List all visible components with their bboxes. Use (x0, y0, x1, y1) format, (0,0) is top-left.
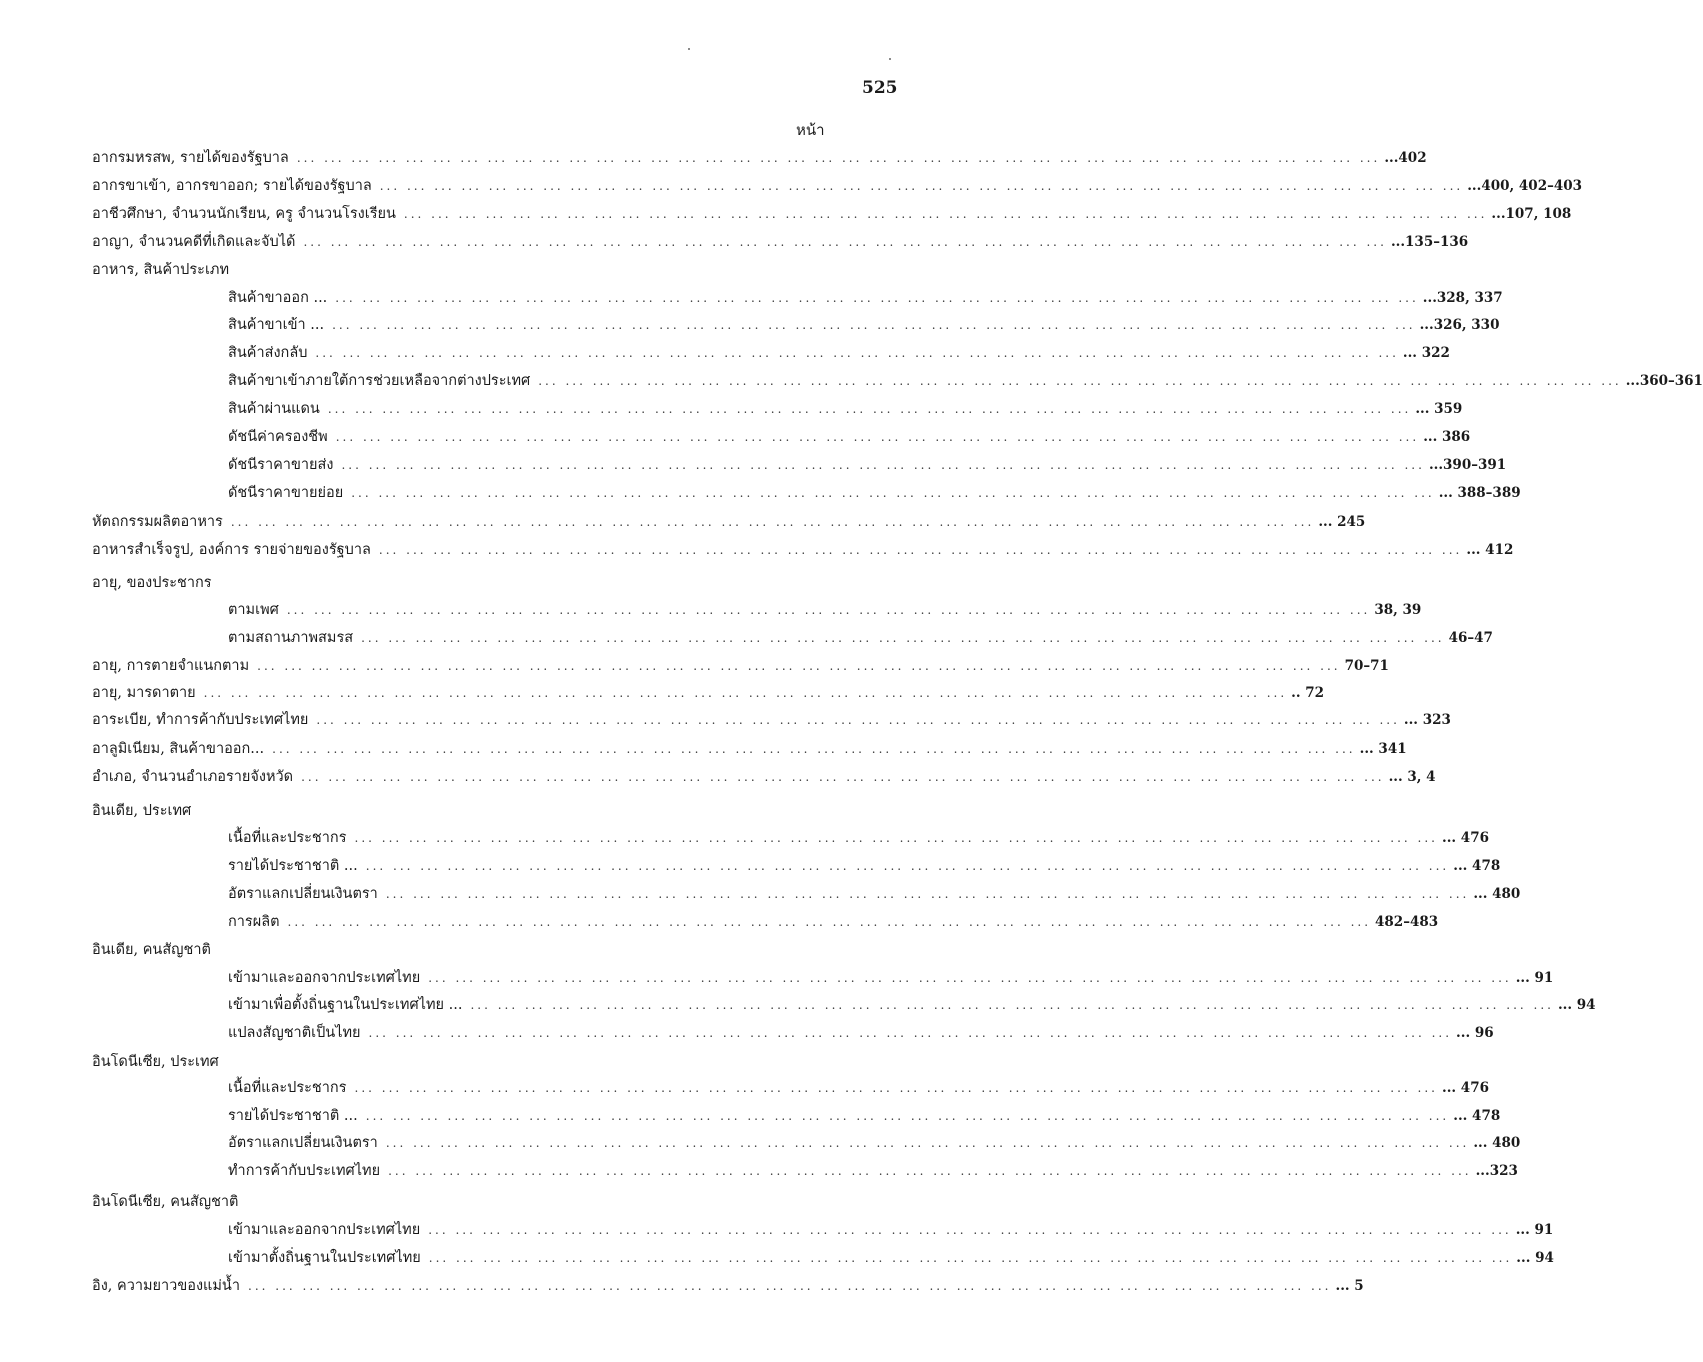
index-entry (92, 799, 826, 823)
index-entry (228, 1076, 1489, 1100)
entry-label: อัตราแลกเปลี่ยนเงินตรา (228, 1135, 378, 1151)
entry-pages: ... 323 (1403, 712, 1451, 728)
entry-label: อินเดีย, คนสัญชาติ (92, 942, 211, 958)
entry-pages: .. 72 (1291, 685, 1325, 701)
entry-label: อัตราแลกเปลี่ยนเงินตรา (228, 886, 378, 902)
entry-label: ตามเพศ (228, 602, 279, 618)
entry-label: อาระเบีย, ทำการค้ากับประเทศไทย (92, 712, 309, 728)
dot-leader: ... ... ... ... ... ... ... ... ... ... ... ... ... ... ... ... ... ... ... ... ... ... ... ... ... ... ... ... ... ... ... ... ... ... ... ... ... ... ... ... (257, 659, 1341, 673)
dot-leader: ... ... ... ... ... ... ... ... ... ... ... ... ... ... ... ... ... ... ... ... ... ... ... ... ... ... ... ... ... ... ... ... ... ... ... ... ... ... ... ... (379, 179, 1464, 193)
entry-pages: ...135–136 (1390, 234, 1469, 250)
dot-leader: ... ... ... ... ... ... ... ... ... ... ... ... ... ... ... ... ... ... ... ... ... ... ... ... ... ... ... ... ... ... ... ... ... ... ... ... ... ... ... ... (230, 515, 1315, 529)
index-entry (92, 230, 1469, 254)
entry-label: อากรขาเข้า, อากรขาออก; รายได้ของรัฐบาล (92, 178, 372, 194)
entry-label: อาชีวศึกษา, จำนวนนักเรียน, ครู จำนวนโรงเรียน (92, 206, 396, 222)
index-entry (92, 1190, 826, 1214)
entry-pages: ...360–361 (1625, 373, 1703, 389)
dot-leader: ... ... ... ... ... ... ... ... ... ... ... ... ... ... ... ... ... ... ... ... ... ... ... ... ... ... ... ... ... ... ... ... ... ... ... ... ... ... ... ... (354, 831, 1438, 845)
entry-pages: ... 412 (1466, 542, 1514, 558)
dot-leader: ... ... ... ... ... ... ... ... ... ... ... ... ... ... ... ... ... ... ... ... ... ... ... ... ... ... ... ... ... ... ... ... ... ... ... ... ... ... ... ... (354, 1081, 1438, 1095)
dot-leader: ... ... ... ... ... ... ... ... ... ... ... ... ... ... ... ... ... ... ... ... ... ... ... ... ... ... ... ... ... ... ... ... ... ... ... ... ... ... ... ... (365, 859, 1450, 873)
entry-label: สินค้าขาเข้าภายใต้การช่วยเหลือจากต่างประเทศ (228, 373, 531, 389)
index-entry (228, 1104, 1501, 1128)
index-entry (228, 910, 1439, 934)
index-entry (92, 654, 1389, 678)
entry-label: เข้ามาเพื่อตั้งถิ่นฐานในประเทศไทย ... (228, 997, 463, 1013)
entry-label: เนื้อที่และประชากร (228, 830, 347, 846)
dot-leader: ... ... ... ... ... ... ... ... ... ... ... ... ... ... ... ... ... ... ... ... ... ... ... ... ... ... ... ... ... ... ... ... ... ... ... ... ... ... ... ... (303, 235, 1387, 249)
dot-leader: ... ... ... ... ... ... ... ... ... ... ... ... ... ... ... ... ... ... ... ... ... ... ... ... ... ... ... ... ... ... ... ... ... ... ... ... ... ... ... ... (403, 207, 1488, 221)
dot-leader: ... ... ... ... ... ... ... ... ... ... ... ... ... ... ... ... ... ... ... ... ... ... ... ... ... ... ... ... ... ... ... ... ... ... ... ... ... ... ... ... (385, 1136, 1470, 1150)
index-entry (92, 737, 1407, 761)
dot-leader: ... ... ... ... ... ... ... ... ... ... ... ... ... ... ... ... ... ... ... ... ... ... ... ... ... ... ... ... ... ... ... ... ... ... ... ... ... ... ... ... (351, 486, 1435, 500)
index-entry (228, 1159, 1518, 1183)
entry-pages: 46–47 (1448, 630, 1493, 646)
index-entry (92, 202, 1572, 226)
index-entry (228, 993, 1596, 1017)
index-entry (228, 966, 1554, 990)
index-entry (92, 146, 1427, 170)
index-entry (92, 510, 1366, 534)
entry-pages: ... 359 (1415, 401, 1463, 417)
entry-label: อาหาร, สินค้าประเภท (92, 262, 230, 278)
scan-speck (889, 58, 891, 60)
index-entry (228, 286, 1503, 310)
entry-pages: ...402 (1384, 150, 1427, 166)
dot-leader: ... ... ... ... ... ... ... ... ... ... ... ... ... ... ... ... ... ... ... ... ... ... ... ... ... ... ... ... ... ... ... ... ... ... ... ... ... ... ... ... (368, 1026, 1453, 1040)
entry-pages: ... 322 (1402, 345, 1450, 361)
entry-label: การผลิต (228, 914, 280, 930)
index-entry (228, 425, 1471, 449)
entry-pages: 70–71 (1344, 658, 1389, 674)
entry-label: อาหารสำเร็จรูป, องค์การ รายจ่ายของรัฐบาล (92, 542, 371, 558)
index-entry (92, 538, 1514, 562)
index-entry (92, 571, 826, 595)
entry-pages: ... 478 (1453, 1108, 1501, 1124)
entry-pages: ... 388–389 (1438, 485, 1521, 501)
entry-label: เข้ามาและออกจากประเทศไทย (228, 1222, 421, 1238)
entry-label: สินค้าส่งกลับ (228, 345, 308, 361)
dot-leader: ... ... ... ... ... ... ... ... ... ... ... ... ... ... ... ... ... ... ... ... ... ... ... ... ... ... ... ... ... ... ... ... ... ... ... ... ... ... ... ... (286, 603, 1371, 617)
entry-label: รายได้ประชาชาติ ... (228, 858, 358, 874)
entry-pages: 482–483 (1375, 914, 1439, 930)
dot-leader: ... ... ... ... ... ... ... ... ... ... ... ... ... ... ... ... ... ... ... ... ... ... ... ... ... ... ... ... ... ... ... ... ... ... ... ... ... ... ... ... (272, 742, 1356, 756)
dot-leader: ... ... ... ... ... ... ... ... ... ... ... ... ... ... ... ... ... ... ... ... ... ... ... ... ... ... ... ... ... ... ... ... ... ... ... ... ... ... ... ... (248, 1279, 1332, 1293)
dot-leader: ... ... ... ... ... ... ... ... ... ... ... ... ... ... ... ... ... ... ... ... ... ... ... ... ... ... ... ... ... ... ... ... ... ... ... ... ... ... ... ... (335, 430, 1420, 444)
index-entry (228, 1021, 1494, 1045)
entry-label: ดัชนีราคาขายย่อย (228, 485, 344, 501)
entry-label: อาญา, จำนวนคดีที่เกิดและจับได้ (92, 234, 296, 250)
entry-label: อินเดีย, ประเทศ (92, 803, 192, 819)
entry-pages: ... 91 (1515, 1222, 1554, 1238)
entry-pages: ... 94 (1557, 997, 1596, 1013)
entry-label: หัตถกรรมผลิตอาหาร (92, 514, 223, 530)
entry-label: อากรมหรสพ, รายได้ของรัฐบาล (92, 150, 289, 166)
index-entry (92, 708, 1451, 732)
index-entry (92, 1050, 826, 1074)
entry-label: สินค้าขาออก ... (228, 290, 328, 306)
index-entry (228, 1218, 1554, 1242)
entry-label: ดัชนีค่าครองชีพ (228, 429, 328, 445)
entry-pages: ... 94 (1516, 1250, 1554, 1266)
dot-leader: ... ... ... ... ... ... ... ... ... ... ... ... ... ... ... ... ... ... ... ... ... ... ... ... ... ... ... ... ... ... ... ... ... ... ... ... ... ... ... ... (327, 402, 1412, 416)
page-number: 525 (862, 78, 898, 98)
dot-leader: ... ... ... ... ... ... ... ... ... ... ... ... ... ... ... ... ... ... ... ... ... ... ... ... ... ... ... ... ... ... ... ... ... ... ... ... ... ... ... ... (385, 887, 1470, 901)
entry-label: อิง, ความยาวของแม่น้ำ (92, 1278, 240, 1294)
dot-leader: ... ... ... ... ... ... ... ... ... ... ... ... ... ... ... ... ... ... ... ... ... ... ... ... ... ... ... ... ... ... ... ... ... ... ... ... ... ... ... ... (335, 291, 1419, 305)
index-entry (228, 453, 1507, 477)
entry-pages: ... 480 (1473, 886, 1521, 902)
entry-pages: ... 476 (1442, 1080, 1489, 1096)
dot-leader: ... ... ... ... ... ... ... ... ... ... ... ... ... ... ... ... ... ... ... ... ... ... ... ... ... ... ... ... ... ... ... ... ... ... ... ... ... ... ... ... (378, 543, 1463, 557)
dot-leader: ... ... ... ... ... ... ... ... ... ... ... ... ... ... ... ... ... ... ... ... ... ... ... ... ... ... ... ... ... ... ... ... ... ... ... ... ... ... ... ... (315, 346, 1399, 360)
dot-leader: ... ... ... ... ... ... ... ... ... ... ... ... ... ... ... ... ... ... ... ... ... ... ... ... ... ... ... ... ... ... ... ... ... ... ... ... ... ... ... ... (538, 374, 1622, 388)
entry-label: อายุ, ของประชากร (92, 575, 212, 591)
index-entry (228, 882, 1521, 906)
entry-pages: ... 341 (1359, 741, 1407, 757)
entry-pages: ...323 (1475, 1163, 1518, 1179)
dot-leader: ... ... ... ... ... ... ... ... ... ... ... ... ... ... ... ... ... ... ... ... ... ... ... ... ... ... ... ... ... ... ... ... ... ... ... ... ... ... ... ... (316, 713, 1400, 727)
dot-leader: ... ... ... ... ... ... ... ... ... ... ... ... ... ... ... ... ... ... ... ... ... ... ... ... ... ... ... ... ... ... ... ... ... ... ... ... ... ... ... ... (388, 1164, 1472, 1178)
index-entry (228, 854, 1501, 878)
index-entry (228, 481, 1521, 505)
scan-speck (688, 48, 690, 50)
dot-leader: ... ... ... ... ... ... ... ... ... ... ... ... ... ... ... ... ... ... ... ... ... ... ... ... ... ... ... ... ... ... ... ... ... ... ... ... ... ... ... ... (332, 318, 1416, 332)
entry-label: เข้ามาตั้งถิ่นฐานในประเทศไทย (228, 1250, 421, 1266)
entry-pages: ... 476 (1442, 830, 1489, 846)
dot-leader: ... ... ... ... ... ... ... ... ... ... ... ... ... ... ... ... ... ... ... ... ... ... ... ... ... ... ... ... ... ... ... ... ... ... ... ... ... ... ... ... (287, 915, 1372, 929)
index-entry (92, 765, 1436, 789)
entry-pages: ... 96 (1456, 1025, 1494, 1041)
entry-pages: ...400, 402–403 (1467, 178, 1583, 194)
index-entry (228, 397, 1463, 421)
dot-leader: ... ... ... ... ... ... ... ... ... ... ... ... ... ... ... ... ... ... ... ... ... ... ... ... ... ... ... ... ... ... ... ... ... ... ... ... ... ... ... ... (296, 151, 1381, 165)
entry-pages: ... 480 (1473, 1135, 1521, 1151)
index-entry (228, 626, 1493, 650)
entry-label: รายได้ประชาชาติ ... (228, 1108, 358, 1124)
entry-label: อินโดนีเซีย, คนสัญชาติ (92, 1194, 239, 1210)
dot-leader: ... ... ... ... ... ... ... ... ... ... ... ... ... ... ... ... ... ... ... ... ... ... ... ... ... ... ... ... ... ... ... ... ... ... ... ... ... ... ... ... (428, 1251, 1513, 1265)
entry-label: อาลูมิเนียม, สินค้าขาออก... (92, 741, 265, 757)
entry-label: เนื้อที่และประชากร (228, 1080, 347, 1096)
entry-pages: ... 3, 4 (1388, 769, 1436, 785)
index-entry (228, 369, 1703, 393)
index-entry (92, 681, 1325, 705)
entry-pages: ... 245 (1318, 514, 1366, 530)
entry-label: สินค้าผ่านแดน (228, 401, 320, 417)
entry-label: อายุ, มารดาตาย (92, 685, 196, 701)
entry-pages: ...107, 108 (1491, 206, 1572, 222)
entry-label: แปลงสัญชาติเป็นไทย (228, 1025, 361, 1041)
entry-pages: ... 5 (1335, 1278, 1364, 1294)
dot-leader: ... ... ... ... ... ... ... ... ... ... ... ... ... ... ... ... ... ... ... ... ... ... ... ... ... ... ... ... ... ... ... ... ... ... ... ... ... ... ... ... (341, 458, 1425, 472)
index-entry (92, 938, 826, 962)
index-entry (228, 598, 1422, 622)
index-entry (92, 174, 1583, 198)
entry-pages: ...326, 330 (1419, 317, 1500, 333)
entry-pages: ... 386 (1423, 429, 1471, 445)
dot-leader: ... ... ... ... ... ... ... ... ... ... ... ... ... ... ... ... ... ... ... ... ... ... ... ... ... ... ... ... ... ... ... ... ... ... ... ... ... ... ... ... (361, 631, 1445, 645)
entry-label: อินโดนีเซีย, ประเทศ (92, 1054, 219, 1070)
index-entry (92, 258, 826, 282)
entry-label: สินค้าขาเข้า ... (228, 317, 325, 333)
index-entry (228, 1131, 1521, 1155)
entry-pages: ... 478 (1453, 858, 1501, 874)
dot-leader: ... ... ... ... ... ... ... ... ... ... ... ... ... ... ... ... ... ... ... ... ... ... ... ... ... ... ... ... ... ... ... ... ... ... ... ... ... ... ... ... (428, 1223, 1512, 1237)
entry-pages: ...390–391 (1428, 457, 1507, 473)
dot-leader: ... ... ... ... ... ... ... ... ... ... ... ... ... ... ... ... ... ... ... ... ... ... ... ... ... ... ... ... ... ... ... ... ... ... ... ... ... ... ... ... (470, 998, 1554, 1012)
index-entry (228, 826, 1489, 850)
entry-pages: 38, 39 (1374, 602, 1422, 618)
entry-label: อำเภอ, จำนวนอำเภอรายจังหวัด (92, 769, 294, 785)
entry-pages: ... 91 (1515, 970, 1554, 986)
entry-pages: ...328, 337 (1422, 290, 1503, 306)
index-entry (228, 1246, 1554, 1270)
entry-label: เข้ามาและออกจากประเทศไทย (228, 970, 421, 986)
entry-label: อายุ, การตายจำแนกตาม (92, 658, 250, 674)
entry-label: ดัชนีราคาขายส่ง (228, 457, 334, 473)
dot-leader: ... ... ... ... ... ... ... ... ... ... ... ... ... ... ... ... ... ... ... ... ... ... ... ... ... ... ... ... ... ... ... ... ... ... ... ... ... ... ... ... (365, 1109, 1450, 1123)
dot-leader: ... ... ... ... ... ... ... ... ... ... ... ... ... ... ... ... ... ... ... ... ... ... ... ... ... ... ... ... ... ... ... ... ... ... ... ... ... ... ... ... (428, 971, 1512, 985)
index-entry (92, 1274, 1364, 1298)
page-column-heading: หน้า (796, 121, 825, 139)
entry-label: ตามสถานภาพสมรส (228, 630, 354, 646)
dot-leader: ... ... ... ... ... ... ... ... ... ... ... ... ... ... ... ... ... ... ... ... ... ... ... ... ... ... ... ... ... ... ... ... ... ... ... ... ... ... ... ... (301, 770, 1385, 784)
index-entry (228, 341, 1450, 365)
dot-leader: ... ... ... ... ... ... ... ... ... ... ... ... ... ... ... ... ... ... ... ... ... ... ... ... ... ... ... ... ... ... ... ... ... ... ... ... ... ... ... ... (203, 686, 1288, 700)
entry-label: ทำการค้ากับประเทศไทย (228, 1163, 381, 1179)
index-entry (228, 313, 1500, 337)
